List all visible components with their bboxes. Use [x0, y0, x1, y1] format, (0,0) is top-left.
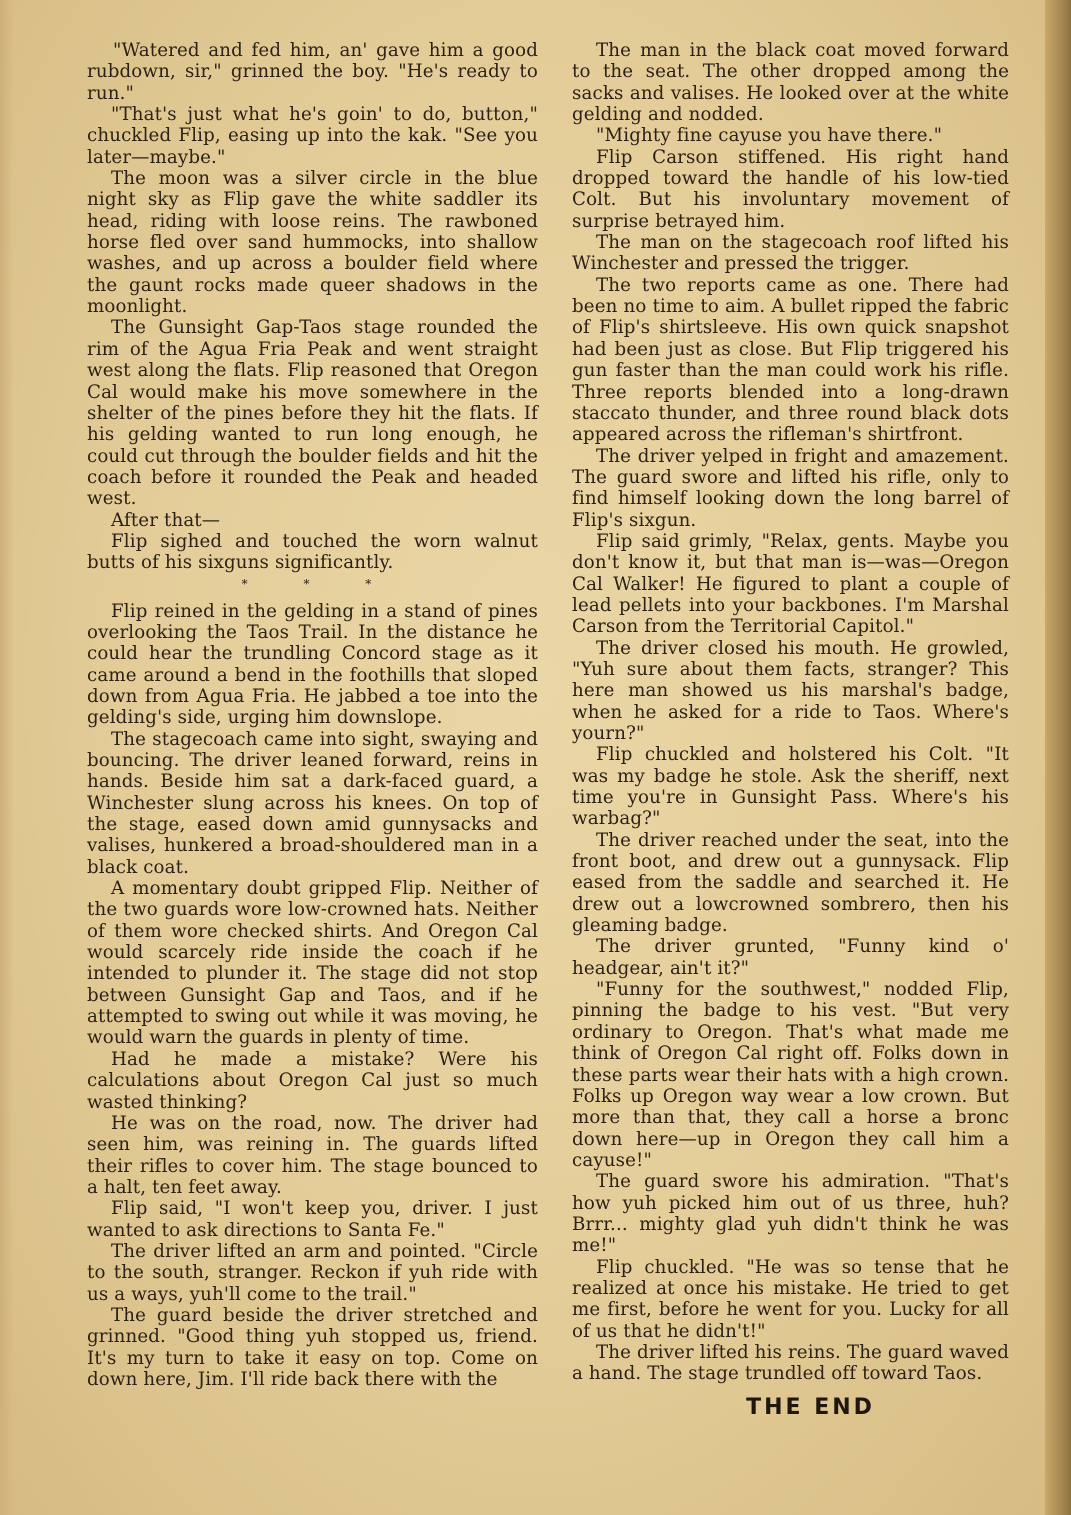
- paragraph: The stagecoach came into sight, swaying and bouncing. The driver leaned forward, reins in hands. Beside him sat a dark-faced guard, a Winchester slung across his knees. On top of the stage, eased down amid gunnysacks and valises, hunkered a broad-shouldered man in a black coat.: [87, 728, 538, 878]
- section-break: * * *: [241, 576, 398, 591]
- the-end-mark: THE END: [746, 1394, 875, 1420]
- paragraph: Flip said, "I won't keep you, driver. I just wanted to ask directions to Santa Fe.": [87, 1198, 538, 1241]
- paragraph: The driver reached under the seat, into the front boot, and drew out a gunnysack. Flip eased from the saddle and searched it. He drew out a lowcrowned sombrero, then his gleaming badge.: [572, 829, 1009, 937]
- left-text-column: [87, 40, 538, 1390]
- page-spine-edge: [1045, 0, 1071, 1515]
- paragraph: Flip said grimly, "Relax, gents. Maybe you don't know it, but that man is—was—Oregon Cal Walker! He figured to plant a couple of lead pellets into your backbones. I'm Marshal Carson from the Territorial Capitol.": [572, 530, 1009, 638]
- paragraph: After that—: [111, 509, 221, 531]
- paragraph: Flip Carson stiffened. His right hand dropped toward the handle of his low-tied Colt. But his involuntary movement of surprise betrayed him.: [572, 146, 1009, 232]
- paragraph: The guard swore his admiration. "That's how yuh picked him out of us three, huh? Brrr... mighty glad yuh didn't think he was me!": [572, 1171, 1009, 1257]
- paragraph: Flip reined in the gelding in a stand of pines overlooking the Taos Trail. In the distance he could hear the trundling Concord stage as it came around a bend in the foothills that sloped down from Agua Fria. He jabbed a toe into the gelding's side, urging him downslope.: [87, 600, 538, 729]
- paragraph: Flip chuckled and holstered his Colt. "It was my badge he stole. Ask the sheriff, next time you're in Gunsight Pass. Where's his warbag?": [572, 744, 1009, 830]
- paragraph: The two reports came as one. There had been no time to aim. A bullet ripped the fabric of Flip's shirtsleeve. His own quick snapshot had been just as close. But Flip triggered his gun faster than the man could work his rifle. Three reports blended into a long-drawn staccato thunder, and three round black dots appeared across the rifleman's shirtfront.: [572, 274, 1009, 446]
- paragraph: The man on the stagecoach roof lifted his Winchester and pressed the trigger.: [572, 232, 1009, 275]
- paragraph: A momentary doubt gripped Flip. Neither of the two guards wore low-crowned hats. Neither of them wore checked shirts. And Oregon Cal would scarcely ride inside the coach if he intended to plunder it. The stage did not stop between Gunsight Gap and Taos, and if he attempted to swing out while it was moving, he would warn the guards in plenty of time.: [87, 878, 538, 1049]
- paragraph: "Watered and fed him, an' gave him a good rubdown, sir," grinned the boy. "He's ready to run.": [87, 40, 538, 104]
- paragraph: The driver grunted, "Funny kind o' headgear, ain't it?": [572, 936, 1009, 979]
- paragraph: Flip chuckled. "He was so tense that he realized at once his mistake. He tried to get me first, before he went for you. Lucky for all of us that he didn't!": [572, 1256, 1009, 1342]
- paragraph: The Gunsight Gap-Taos stage rounded the rim of the Agua Fria Peak and went straight west along the flats. Flip reasoned that Oregon Cal would make his move somewhere in the shelter of the pines before they hit the flats. If his gelding wanted to run long enough, he could cut through the boulder fields and hit the coach before it rounded the Peak and headed west.: [87, 317, 538, 510]
- paragraph: Had he made a mistake? Were his calculations about Oregon Cal just so much wasted thinking?: [87, 1048, 538, 1113]
- paragraph: The guard beside the driver stretched and grinned. "Good thing yuh stopped us, friend. It's my turn to take it easy on top. Come on down here, Jim. I'll ride back there with the: [87, 1304, 538, 1390]
- paragraph: "Mighty fine cayuse you have there.": [596, 125, 943, 147]
- paragraph: Flip sighed and touched the worn walnut butts of his sixguns significantly.: [87, 530, 538, 574]
- paragraph: "Funny for the southwest," nodded Flip, pinning the badge to his vest. "But very ordinary to Oregon. That's what made me think of Oregon Cal right off. Folks down in these parts wear their hats with a high crown. Folks up Oregon way wear a low crown. But more than that, they call a horse a bronc down here—up in Oregon they call him a cayuse!": [572, 979, 1009, 1171]
- paragraph: The driver closed his mouth. He growled, "Yuh sure about them facts, stranger? This here man showed us his marshal's badge, when he asked for a ride to Taos. Where's yourn?": [572, 637, 1009, 744]
- right-text-column: [572, 40, 1009, 1418]
- paragraph: He was on the road, now. The driver had seen him, was reining in. The guards lifted their rifles to cover him. The stage bounced to a halt, ten feet away.: [87, 1112, 538, 1198]
- paragraph: The driver yelped in fright and amazement. The guard swore and lifted his rifle, only to find himself looking down the long barrel of Flip's sixgun.: [572, 445, 1009, 531]
- paragraph: "That's just what he's goin' to do, button," chuckled Flip, easing up into the kak. "See you later—maybe.": [87, 104, 538, 168]
- paragraph: The driver lifted an arm and pointed. "Circle to the south, stranger. Reckon if yuh ride with us a ways, yuh'll come to the trail.": [87, 1240, 538, 1305]
- paragraph: The man in the black coat moved forward to the seat. The other dropped among the sacks and valises. He looked over at the white gelding and nodded.: [572, 40, 1009, 126]
- page-left-shadow: [0, 0, 14, 1515]
- paragraph: The moon was a silver circle in the blue night sky as Flip gave the white saddler its head, riding with loose reins. The rawboned horse fled over sand hummocks, into shallow washes, and up across a boulder field where the gaunt rocks made queer shadows in the moonlight.: [87, 168, 538, 318]
- paragraph: The driver lifted his reins. The guard waved a hand. The stage trundled off toward Taos.: [572, 1341, 1009, 1385]
